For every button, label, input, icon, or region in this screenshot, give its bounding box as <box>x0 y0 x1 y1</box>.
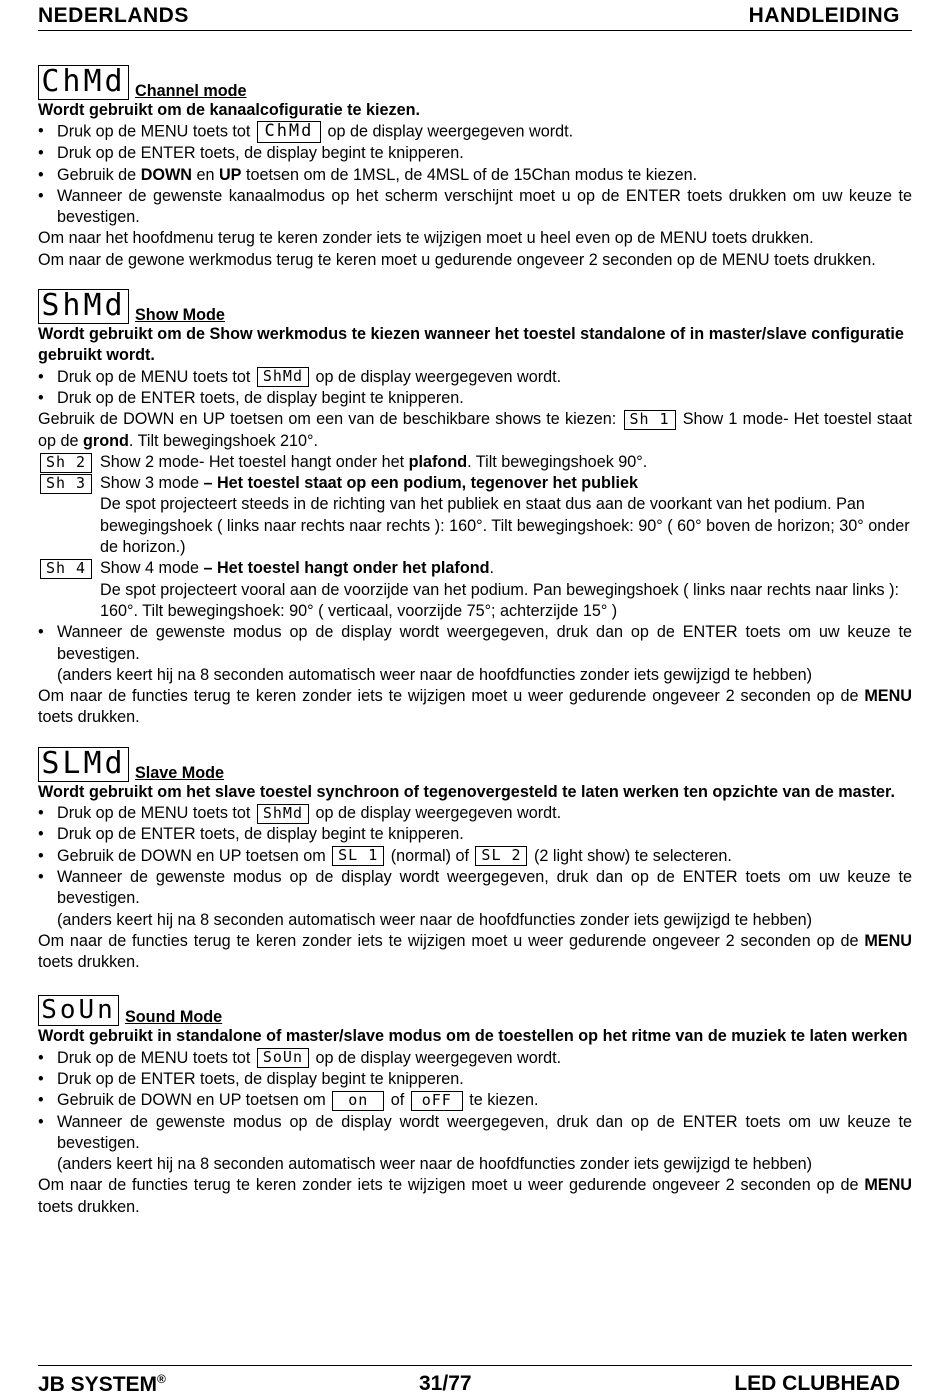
section-intro: Wordt gebruikt in standalone of master/slave modus om de toestellen op het ritme van de muziek te laten werken <box>38 1027 908 1046</box>
paragraph: Om naar de functies terug te keren zonder iets te wijzigen moet u weer gedurende ongeveer 2 seconden op de MENU toets drukken. <box>38 687 912 727</box>
section-intro: Wordt gebruikt om de Show werkmodus te kiezen wanneer het toestel standalone of in master/slave configuratie gebruikt wordt. <box>38 325 904 365</box>
lcd-chmd: ChMd <box>38 65 129 100</box>
lcd-off: oFF <box>411 1091 463 1111</box>
section-intro: Wordt gebruikt om het slave toestel synchroon of tegenovergesteld te laten werken ten opzichte van de master. <box>38 782 895 801</box>
list-item: • Druk op de MENU toets tot ShMd op de display weergegeven wordt. <box>38 803 912 824</box>
show-3-row: Sh 3 Show 3 mode – Het toestel staat op een podium, tegenover het publiek De spot projecteert steeds in de richting van het publiek en staat dus aan de voorkant van het podium. Pan bewegingshoek ( links naar rechts naar rechts ): 160°. Tilt bewegingshoek: 90° ( 60° boven de horizon; 30° onder de horizon.) <box>38 473 912 558</box>
section-channel-mode <box>38 60 912 271</box>
lcd-sh1: Sh 1 <box>624 410 676 430</box>
lcd-on: on <box>332 1091 384 1111</box>
list-item: • Druk op de ENTER toets, de display begint te knipperen. <box>38 1069 912 1090</box>
section-title: Sound Mode <box>125 1008 223 1027</box>
lcd-sh3: Sh 3 <box>40 474 92 494</box>
list-item: • Gebruik de DOWN en UP toetsen om SL 1 (normal) of SL 2 (2 light show) te selecteren. <box>38 846 912 867</box>
lcd-soun-small: SoUn <box>257 1048 309 1068</box>
paragraph: Om naar de functies terug te keren zonder iets te wijzigen moet u weer gedurende ongeveer 2 seconden op de MENU toets drukken. <box>38 931 912 972</box>
note: (anders keert hij na 8 seconden automatisch weer naar de hoofdfuncties zonder iets gewijzigd te hebben) <box>57 1155 812 1174</box>
section-title: Show Mode <box>135 306 225 325</box>
list-item: • Gebruik de DOWN en UP toetsen om on of oFF te kiezen. <box>38 1090 912 1111</box>
section-title: Channel mode <box>135 82 247 100</box>
list-item: • Druk op de ENTER toets, de display begint te knipperen. <box>38 824 912 845</box>
show-4-row: Sh 4 Show 4 mode – Het toestel hangt onder het plafond. De spot projecteert vooral aan de voorzijde van het podium. Pan bewegingshoek ( links naar rechts naar links ): 160°. Tilt bewegingshoek: 90° ( verticaal, voorzijde 75°; achterzijde 15° ) <box>38 558 912 622</box>
lcd-sh2: Sh 2 <box>40 453 92 473</box>
list-item: • Wanneer de gewenste modus op de display wordt weergegeven, druk dan op de ENTER toets om uw keuze te bevestigen. <box>38 622 912 665</box>
list-item: • Druk op de ENTER toets, de display begint te knipperen. <box>38 388 912 409</box>
page-footer <box>38 1365 912 1396</box>
lcd-chmd-small: ChMd <box>257 121 321 143</box>
list-item: • Wanneer de gewenste modus op de display wordt weergegeven, druk dan op de ENTER toets om uw keuze te bevestigen. <box>38 1112 912 1155</box>
list-item: • Druk op de ENTER toets, de display begint te knipperen. <box>38 143 912 164</box>
lcd-shmd-small: ShMd <box>257 367 309 387</box>
header-title: HANDLEIDING <box>748 4 900 27</box>
list-item: • Druk op de MENU toets tot ShMd op de display weergegeven wordt. <box>38 367 912 388</box>
show-2-row: Sh 2 Show 2 mode- Het toestel hangt onder het plafond. Tilt bewegingshoek 90°. <box>38 452 912 473</box>
page-header <box>38 2 912 31</box>
paragraph: Om naar het hoofdmenu terug te keren zonder iets te wijzigen moet u heel even op de MENU toets drukken. <box>38 229 814 248</box>
list-item: • Druk op de MENU toets tot ChMd op de display weergegeven wordt. <box>38 121 912 143</box>
lcd-sl1: SL 1 <box>332 846 384 866</box>
section-sound-mode <box>38 986 912 1218</box>
list-item: • Wanneer de gewenste kanaalmodus op het scherm verschijnt moet u op de ENTER toets drukken om uw keuze te bevestigen. <box>38 186 912 229</box>
paragraph: Om naar de functies terug te keren zonder iets te wijzigen moet u weer gedurende ongeveer 2 seconden op de MENU toets drukken. <box>38 1176 912 1216</box>
list-item: • Gebruik de DOWN en UP toetsen om de 1MSL, de 4MSL of de 15Chan modus te kiezen. <box>38 165 912 186</box>
note: (anders keert hij na 8 seconden automatisch weer naar de hoofdfuncties zonder iets gewijzigd te hebben) <box>57 910 812 929</box>
paragraph: Om naar de gewone werkmodus terug te keren moet u gedurende ongeveer 2 seconden op de MENU toets drukken. <box>38 250 876 269</box>
page-number: 31/77 <box>419 1372 472 1395</box>
page-content <box>38 60 912 1231</box>
lcd-soun: SoUn <box>38 995 119 1026</box>
footer-brand: JB SYSTEM® <box>38 1372 166 1396</box>
lcd-sh4: Sh 4 <box>40 559 92 579</box>
lcd-sl2: SL 2 <box>475 846 527 866</box>
paragraph: Gebruik de DOWN en UP toetsen om een van de beschikbare shows te kiezen: Sh 1 Show 1 mode- Het toestel staat op de grond. Tilt bewegingshoek 210°. <box>38 409 913 450</box>
lcd-slmd: SLMd <box>38 747 129 782</box>
section-intro: Wordt gebruikt om de kanaalcofiguratie te kiezen. <box>38 101 420 119</box>
list-item: • Druk op de MENU toets tot SoUn op de display weergegeven wordt. <box>38 1048 912 1069</box>
lcd-shmd-small: ShMd <box>257 804 309 824</box>
header-language: NEDERLANDS <box>38 4 189 27</box>
lcd-shmd: ShMd <box>38 289 129 324</box>
list-item: • Wanneer de gewenste modus op de display wordt weergegeven, druk dan op de ENTER toets om uw keuze te bevestigen. <box>38 867 912 910</box>
footer-product: LED CLUBHEAD <box>734 1372 900 1395</box>
section-slave-mode <box>38 742 912 974</box>
section-title: Slave Mode <box>135 763 225 782</box>
note: (anders keert hij na 8 seconden automatisch weer naar de hoofdfuncties zonder iets gewijzigd te hebben) <box>57 665 812 684</box>
section-show-mode <box>38 284 912 729</box>
